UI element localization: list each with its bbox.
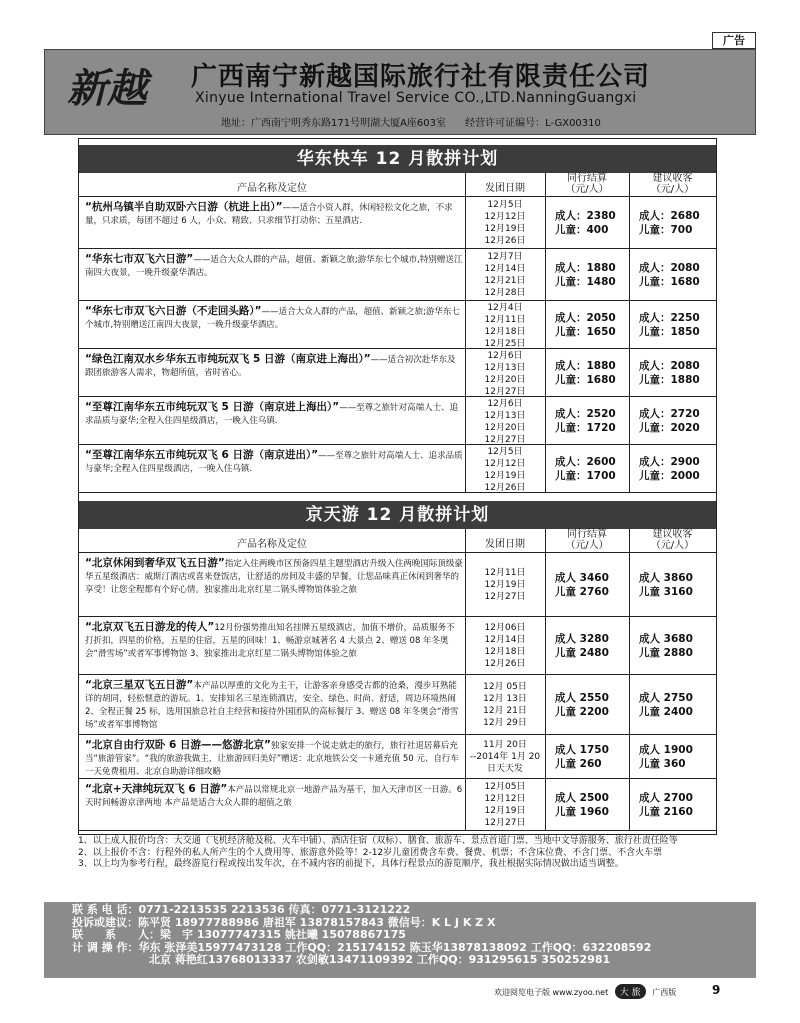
retail-price-line: 儿童 2160 <box>639 806 693 818</box>
retail-price-line: 成人：2080 <box>639 360 700 372</box>
product-title: “北京休闲到奢华双飞五日游” <box>85 557 225 569</box>
departure-date: 12月4日 <box>487 303 523 313</box>
column-divider <box>465 617 466 674</box>
column-divider <box>465 779 466 830</box>
peer-price-line: 儿童 1960 <box>555 806 609 818</box>
retail-price-line: 成人 1900 <box>639 744 693 756</box>
peer-price <box>545 743 620 771</box>
peer-price-line: 儿童 2200 <box>555 706 609 718</box>
footer-logo: 大 旅 <box>615 984 646 999</box>
col-unit: （元/人） <box>565 184 609 195</box>
peer-price-line: 成人：2520 <box>555 408 616 420</box>
company-name-en: Xinyue International Travel Service CO.,LTD.NanningGuangxi <box>195 90 637 106</box>
product-desc: ——适合初次赴华东及跟团旅游客人需求，物超所值，省时省心。 <box>85 355 456 378</box>
peer-price-line: 成人：2380 <box>555 210 616 222</box>
retail-price-line: 儿童：1880 <box>639 374 700 386</box>
footer-text: 欢迎阅览电子版 www.zyoo.net <box>494 988 609 997</box>
peer-price <box>545 261 620 289</box>
departure-date: 12月26日 <box>484 236 526 246</box>
product-desc: 本产品以厚重的文化为主干，让游客亲身感受古都的沧桑，漫步耳熟能详的胡同，轻松惬意的游玩。1、安排知名三星连锁酒店，安全、绿色、时尚、舒适，周边环境热闹 2、全程正餐 25 标，选用国旅总社自主经营和接待外国团队的高标餐厅 3、赠送 08 年冬奥会“滑雪场”或者军事博物馆 <box>85 681 459 730</box>
peer-price-line: 成人 3280 <box>555 633 609 645</box>
retail-price <box>629 571 704 599</box>
column-divider <box>545 779 546 830</box>
departure-date: --2014年 1月 20 <box>469 752 541 762</box>
col-retail <box>629 529 716 551</box>
departure-date: 12月 21日 <box>483 706 527 716</box>
product-desc: ——适合大众人群的产品，超值、新颖之旅;游华东七个城市,特别赠送江南四大夜景，一晚升级豪华酒店。 <box>85 307 460 330</box>
peer-price-line: 儿童：1480 <box>555 276 616 288</box>
departure-date: 12月14日 <box>484 264 526 274</box>
departure-date: 12月21日 <box>484 276 526 286</box>
table-row <box>79 301 716 349</box>
table-row <box>79 553 716 617</box>
product-title: “华东七市双飞六日游（不走回头路）” <box>85 305 262 317</box>
departure-date: 12月5日 <box>487 200 523 210</box>
retail-price-line: 成人：2080 <box>639 262 700 274</box>
col-product: 产品名称及定位 <box>237 183 307 194</box>
peer-price-line: 儿童 2480 <box>555 647 609 659</box>
notes <box>78 836 718 871</box>
product-title: “北京自由行双卧 6 日游——悠游北京” <box>85 739 271 751</box>
product-desc: ——适合小资人群，休闲轻松文化之旅，不求量，只求质，每团不超过 6 人，小众、精致、只求细节打动你；五星酒店. <box>85 203 453 226</box>
departure-date: 12月27日 <box>484 435 526 445</box>
peer-price <box>545 791 620 819</box>
retail-price-line: 成人：2250 <box>639 312 700 324</box>
column-divider <box>465 675 466 734</box>
company-name: 广西南宁新越国际旅行社有限责任公司 <box>191 62 651 92</box>
departure-dates <box>469 567 541 603</box>
peer-price-line: 儿童：1650 <box>555 326 616 338</box>
column-divider <box>545 249 546 300</box>
column-divider <box>545 675 546 734</box>
departure-date: 12月25日 <box>484 339 526 349</box>
departure-date: 12月5日 <box>487 447 523 457</box>
retail-price-line: 儿童：700 <box>639 224 693 236</box>
column-divider <box>629 445 630 492</box>
footer <box>494 984 676 999</box>
peer-price <box>545 209 620 237</box>
schedule-table <box>78 138 717 835</box>
column-divider <box>545 617 546 674</box>
product-title: “至尊江南华东五市纯玩双飞 5 日游（南京进上海出）” <box>85 401 340 413</box>
page-number: 9 <box>712 983 721 997</box>
departure-date: 12月13日 <box>484 411 526 421</box>
departure-date: 12月18日 <box>484 647 526 657</box>
table-row <box>79 445 716 493</box>
departure-date: 12月 05日 <box>483 682 527 692</box>
column-divider <box>545 735 546 778</box>
table-row <box>79 675 716 735</box>
departure-date: 11月 20日 <box>483 740 527 750</box>
retail-price-line: 成人 2750 <box>639 692 693 704</box>
contact-line: 联 系 电 话：0771-2213535 2213536 传真：0771-3121222 <box>72 903 411 916</box>
peer-price <box>545 407 620 435</box>
product-cell <box>85 353 463 380</box>
product-cell <box>85 783 463 810</box>
retail-price-line: 儿童 3160 <box>639 586 693 598</box>
product-cell <box>85 557 463 597</box>
departure-date: 12月12日 <box>484 212 526 222</box>
col-retail <box>629 173 716 195</box>
departure-date: 12月6日 <box>487 351 523 361</box>
peer-price <box>545 571 620 599</box>
departure-date: 12月11日 <box>484 568 526 578</box>
peer-price-line: 成人：1880 <box>555 262 616 274</box>
departure-date: 12月19日 <box>484 471 526 481</box>
peer-price-line: 成人：1880 <box>555 360 616 372</box>
col-peer <box>545 173 629 195</box>
retail-price <box>629 407 704 435</box>
departure-date: 12月12日 <box>484 794 526 804</box>
product-title: “北京双飞五日游龙的传人” <box>85 621 215 633</box>
column-divider <box>629 529 630 552</box>
column-divider <box>465 173 466 196</box>
column-divider <box>629 301 630 348</box>
contact-line: 计 调 操 作：华东 张泽美15977473128 工作QQ：215174152 陈玉华13878138092 工作QQ：632208592 <box>72 940 652 954</box>
contact-line: 联 系 人：梁 宇 13077747315 姚社曦 15078867175 <box>72 928 406 941</box>
retail-price-line: 儿童：2000 <box>639 470 700 482</box>
column-divider <box>465 397 466 444</box>
retail-price-line: 成人 2700 <box>639 792 693 804</box>
column-divider <box>629 675 630 734</box>
column-divider <box>629 197 630 248</box>
address: 地址：广西南宁明秀东路171号明湖大厦A座603室 <box>221 118 447 129</box>
section-title: 华东快车 12 月散拼计划 <box>79 145 716 173</box>
retail-price <box>629 455 704 483</box>
product-cell <box>85 739 463 779</box>
retail-price-line: 儿童 2400 <box>639 706 693 718</box>
peer-price-line: 儿童：400 <box>555 224 609 236</box>
departure-dates <box>469 398 541 446</box>
departure-date: 日天天发 <box>486 764 523 774</box>
peer-price-line: 儿童 2760 <box>555 586 609 598</box>
product-cell <box>85 449 463 476</box>
departure-dates <box>469 781 541 829</box>
product-cell <box>85 253 463 280</box>
logo-text: 新越 <box>67 65 147 112</box>
col-unit: （元/人） <box>650 540 695 551</box>
column-divider <box>545 397 546 444</box>
retail-price-line: 成人 3860 <box>639 572 693 584</box>
departure-date: 12月6日 <box>487 399 523 409</box>
departure-date: 12月26日 <box>484 659 526 669</box>
peer-price <box>545 359 620 387</box>
retail-price <box>629 632 704 660</box>
retail-price <box>629 691 704 719</box>
retail-price-line: 儿童 360 <box>639 758 686 770</box>
column-divider <box>545 197 546 248</box>
column-divider <box>545 301 546 348</box>
column-divider <box>629 617 630 674</box>
column-divider <box>545 445 546 492</box>
footer-edition: 广西版 <box>652 988 677 997</box>
contact-line: 北京 蒋艳红13768013337 农剑敏13471109392 工作QQ：931295615 350252981 <box>72 953 611 966</box>
table-row <box>79 197 716 249</box>
col-dates: 发团日期 <box>485 183 525 194</box>
departure-dates <box>469 739 541 775</box>
col-peer-label: 同行结算 <box>567 529 607 540</box>
peer-price <box>545 311 620 339</box>
peer-price-line: 成人 3460 <box>555 572 609 584</box>
col-unit: （元/人） <box>565 540 609 551</box>
product-desc: ——至尊之旅针对高端人士、追求品质与豪华;全程入住四星级酒店，一晚入住乌镇. <box>85 403 459 426</box>
departure-dates <box>469 199 541 247</box>
column-divider <box>545 529 546 552</box>
table-row <box>79 349 716 397</box>
col-dates: 发团日期 <box>485 539 525 550</box>
retail-price-line: 儿童：1680 <box>639 276 700 288</box>
product-desc: ——至尊之旅针对高端人士、追求品质与豪华;全程入住四星级酒店，一晚入住乌镇. <box>85 451 463 474</box>
company-header <box>44 49 756 135</box>
column-divider <box>465 197 466 248</box>
retail-price-line: 儿童 2880 <box>639 647 693 659</box>
departure-dates <box>469 251 541 299</box>
peer-price <box>545 691 620 719</box>
column-divider <box>465 445 466 492</box>
col-retail-label: 建议收客 <box>652 173 693 184</box>
product-title: “至尊江南华东五市纯玩双飞 6 日游（南京进出）” <box>85 449 319 461</box>
peer-price-line: 儿童 260 <box>555 758 602 770</box>
peer-price-line: 儿童：1720 <box>555 422 616 434</box>
departure-date: 12月27日 <box>484 592 526 602</box>
column-divider <box>465 301 466 348</box>
product-cell <box>85 401 463 428</box>
departure-dates <box>469 350 541 398</box>
departure-date: 12月27日 <box>484 818 526 828</box>
column-divider <box>629 553 630 616</box>
departure-date: 12月11日 <box>484 315 526 325</box>
retail-price <box>629 311 704 339</box>
product-desc: 独家安排一个说走就走的旅行，旅行社退居幕后充当“旅游管家”。“我的旅游我做主，让旅游回归美好”赠送：北京地铁公交一卡通充值 50 元、自行车一天免费租用、北京自助游详细攻略 <box>85 741 459 777</box>
peer-price-line: 成人：2600 <box>555 456 616 468</box>
product-title: “北京三星双飞五日游” <box>85 679 194 691</box>
departure-date: 12月13日 <box>484 363 526 373</box>
product-title: “绿色江南双水乡华东五市纯玩双飞 5 日游（南京进上海出）” <box>85 353 371 365</box>
product-cell <box>85 621 463 661</box>
col-peer-label: 同行结算 <box>567 173 607 184</box>
departure-date: 12月18日 <box>484 327 526 337</box>
retail-price <box>629 261 704 289</box>
peer-price-line: 儿童：1700 <box>555 470 616 482</box>
column-header <box>79 173 716 197</box>
peer-price-line: 儿童：1680 <box>555 374 616 386</box>
col-unit: （元/人） <box>650 184 695 195</box>
column-divider <box>629 397 630 444</box>
table-row <box>79 249 716 301</box>
departure-date: 12月19日 <box>484 224 526 234</box>
product-cell <box>85 305 463 332</box>
product-title: “北京+天津纯玩双飞 6 日游” <box>85 783 228 795</box>
product-title: “杭州乌镇半自助双卧六日游（杭进上出）” <box>85 201 283 213</box>
departure-dates <box>469 622 541 670</box>
contact-block <box>44 902 756 978</box>
departure-date: 12月12日 <box>484 459 526 469</box>
retail-price-line: 成人：2900 <box>639 456 700 468</box>
product-desc: ——适合大众人群的产品，超值、新颖之旅;游华东七个城市,特别赠送江南四大夜景，一晚升级豪华酒店。 <box>85 255 463 278</box>
departure-date: 12月19日 <box>484 580 526 590</box>
departure-date: 12月06日 <box>484 623 526 633</box>
departure-date: 12月05日 <box>484 782 526 792</box>
column-divider <box>629 349 630 396</box>
departure-dates <box>469 681 541 729</box>
column-divider <box>465 529 466 552</box>
peer-price-line: 成人 2550 <box>555 692 609 704</box>
table-row <box>79 617 716 675</box>
note-item: 1、以上成人报价均含：大交通（飞机经济舱及税、火车中铺）、酒店住宿（双标）、膳食、旅游车、景点首道门票、当地中文导游服务、旅行社责任险等 <box>78 836 678 846</box>
departure-date: 12月28日 <box>484 288 526 298</box>
column-divider <box>465 735 466 778</box>
peer-price <box>545 455 620 483</box>
column-divider <box>545 173 546 196</box>
retail-price-line: 成人：2720 <box>639 408 700 420</box>
product-desc: 12月份强势推出知名挂牌五星级酒店，加值不增价，品质服务不打折扣，四星的价格，五星的住宿，五星的回味！1、畅游京城著名 4 大景点 2、赠送 08 年冬奥会“滑雪场”或者军事博物馆 3、独家推出北京红星二锅头博物馆体验之旅 <box>85 623 455 659</box>
departure-date: 12月19日 <box>484 806 526 816</box>
column-header <box>79 529 716 553</box>
departure-date: 12月20日 <box>484 423 526 433</box>
departure-date: 12月26日 <box>484 483 526 493</box>
product-desc: 指定入住两晚市区预备四星主题型酒店升级入住两晚国际顶级豪华五星级酒店：威斯汀酒店或喜来登饭店，让舒适的房间及丰盛的早餐，让您品味真正休闲到奢华的享受！让您全程都有个好心情。独家推出北京红星二锅头博物馆体验之旅 <box>85 559 463 595</box>
product-cell <box>85 679 463 732</box>
table-row <box>79 779 716 831</box>
retail-price <box>629 359 704 387</box>
retail-price-line: 儿童：1850 <box>639 326 700 338</box>
column-divider <box>545 349 546 396</box>
departure-date: 12月14日 <box>484 635 526 645</box>
note-item: 3、以上均为参考行程，最终游览行程或按出发年次，在不减内容的前提下，具体行程景点的游览顺序，我社根据实际情况做出适当调整。 <box>78 859 624 869</box>
departure-dates <box>469 446 541 494</box>
retail-price <box>629 209 704 237</box>
table-row <box>79 735 716 779</box>
product-cell <box>85 201 463 228</box>
contact-line: 投诉或建议：陈平贤 18977788986 唐祖军 13878157843 微信号：K L J K Z X <box>72 915 496 929</box>
peer-price-line: 成人 2500 <box>555 792 609 804</box>
table-row <box>79 397 716 445</box>
product-title: “华东七市双飞六日游” <box>85 253 194 265</box>
departure-date: 12月 13日 <box>483 694 527 704</box>
retail-price-line: 儿童：2020 <box>639 422 700 434</box>
col-peer <box>545 529 629 551</box>
column-divider <box>465 249 466 300</box>
column-divider <box>465 553 466 616</box>
retail-price-line: 成人：2680 <box>639 210 700 222</box>
departure-date: 12月7日 <box>487 252 523 262</box>
ad-tag: 广告 <box>712 32 756 49</box>
departure-date: 12月20日 <box>484 375 526 385</box>
note-item: 2、以上报价不含：行程外的私人所产生的个人费用等、旅游意外险等！2-12岁儿童团费含车费、餐费、机票；不含床位费、不含门票、不含火车票 <box>78 847 663 858</box>
company-logo <box>63 56 173 116</box>
col-product: 产品名称及定位 <box>237 539 307 550</box>
departure-date: 12月 29日 <box>483 718 527 728</box>
col-retail-label: 建议收客 <box>652 529 693 540</box>
peer-price-line: 成人 1750 <box>555 744 609 756</box>
company-address <box>221 114 601 129</box>
departure-dates <box>469 302 541 350</box>
peer-price-line: 成人：2050 <box>555 312 616 324</box>
departure-date: 12月27日 <box>484 387 526 397</box>
column-divider <box>629 249 630 300</box>
section-title: 京天游 12 月散拼计划 <box>79 501 716 529</box>
column-divider <box>465 349 466 396</box>
retail-price <box>629 743 704 771</box>
peer-price <box>545 632 620 660</box>
column-divider <box>545 553 546 616</box>
column-divider <box>629 779 630 830</box>
product-desc: 本产品以常规北京一地游产品为基干，加入天津市区一日游。6 天时间畅游京津两地 本产品是适合大众人群的超值之旅 <box>85 785 463 808</box>
retail-price <box>629 791 704 819</box>
license: 经营许可证编号：L-GX00310 <box>465 118 601 129</box>
column-divider <box>629 735 630 778</box>
column-divider <box>629 173 630 196</box>
retail-price-line: 成人 3680 <box>639 633 693 645</box>
